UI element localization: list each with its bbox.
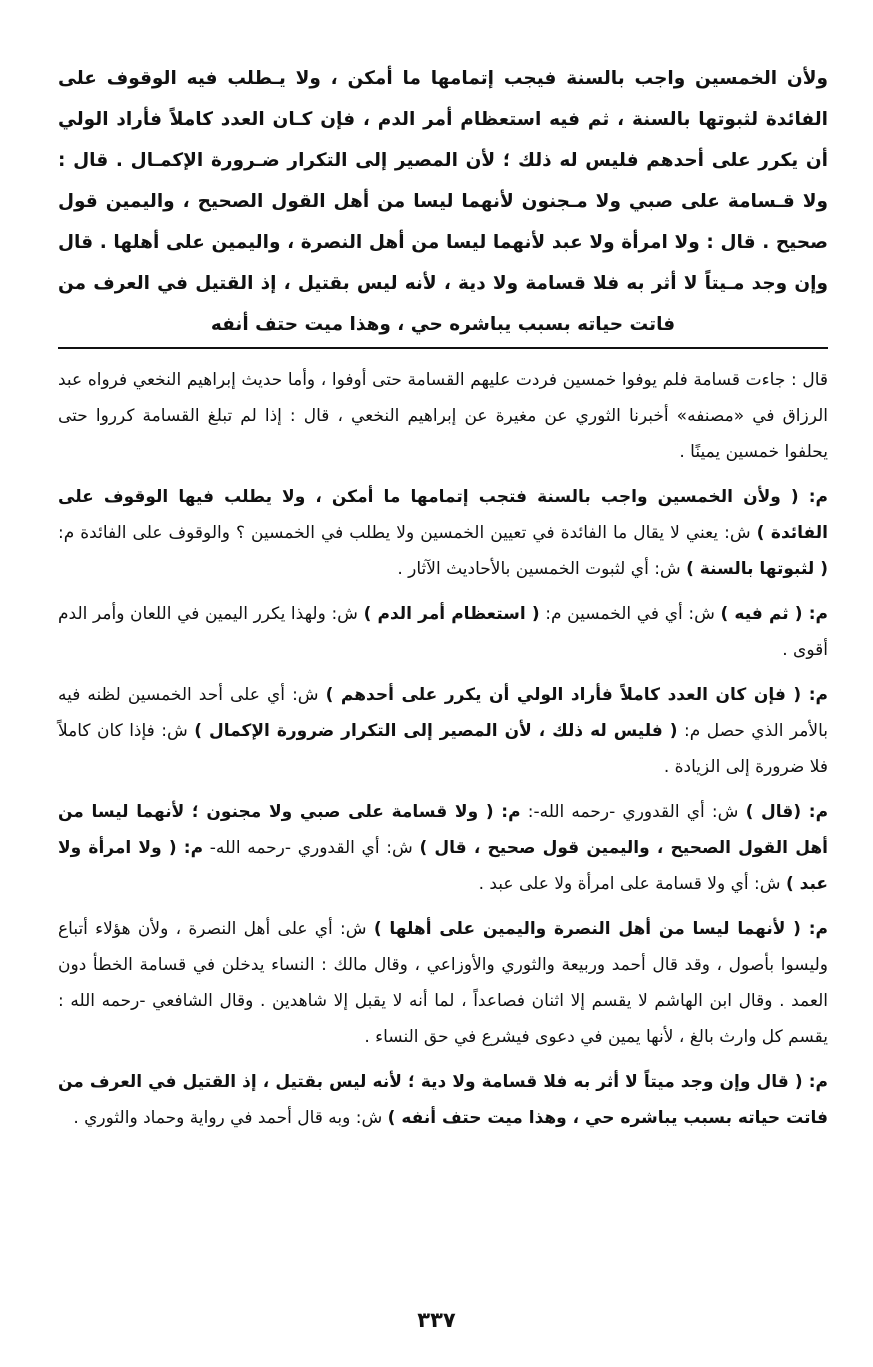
matn-quote: م: ( لأنهما ليسا من أهل النصرة واليمين على أهلها ) [373,919,828,939]
sharh-text: ش: أي على أحد الخمسين لظنه فيه بالأمر الذي حصل م: [58,685,828,741]
footnote-separator [58,347,828,349]
commentary-paragraph [58,1064,828,1136]
matn-quote: ( فليس له ذلك ، لأن المصير إلى التكرار ضرورة الإكمال ) [194,721,678,741]
matn-quote: م: ( ولا قسامة على صبي ولا مجنون ؛ لأنهما ليسا من أهل القول الصحيح ، واليمين قول صحيح ، قال ) [58,802,828,858]
sharh-text: ش: ولهذا يكرر اليمين في اللعان وأمر الدم أقوى . [58,604,828,660]
sharh-text: ش: يعني لا يقال ما الفائدة في تعيين الخمسين ولا يطلب في الخمسين ؟ والوقوف على الفائدة م: [58,523,751,543]
commentary-paragraph [58,794,828,902]
matn-quote: م: ( ولا امرأة ولا عبد ) [58,838,828,894]
sharh-text: ش: فإذا كان كاملاً فلا ضرورة إلى الزيادة . [58,721,828,777]
sharh-text: ش: أي في الخمسين م: [545,604,715,624]
sharh-text: ش: أي القدوري -رحمه الله-: [527,802,739,822]
sharh-text: ش: أي على أهل النصرة ، ولأن هؤلاء أتباع وليسوا بأصول ، وقد قال أحمد وربيعة والثوري والأوزاعي ، وقال مالك : النساء يدخلن في قسامة الخطأ دون العمد . وقال ابن الهاشم لا يقسم إلا اثنان فصاعداً ، لما أنه لا يقبل إلا شاهدين . وقال الشافعي -رحمه الله : يقسم كل وارث بالغ ، لأنها يمين في دعوى فيشرع في حق النساء . [58,919,828,1047]
matn-quote: م: ( فإن كان العدد كاملاً فأراد الولي أن يكرر على أحدهم ) [325,685,829,705]
matn-quote: ( استعظام أمر الدم ) [363,604,540,624]
commentary-section [58,362,828,1145]
commentary-text: قال : جاءت قسامة فلم يوفوا خمسين فردت عليهم القسامة حتى أوفوا ، وأما حديث إبراهيم النخعي فرواه عبد الرزاق في «مصنفه» أخبرنا الثوري عن مغيرة عن إبراهيم النخعي ، قال : إذا لم تبلغ القسامة كرروا حتى يحلفوا خمسين يمينًا . [58,370,828,462]
matn-quote: م: ( ولأن الخمسين واجب بالسنة فتجب إتمامها ما أمكن ، ولا يطلب فيها الوقوف على الفائدة ) [58,487,829,543]
commentary-paragraph [58,596,828,668]
commentary-paragraph [58,479,828,587]
sharh-text: ش: أي ولا قسامة على امرأة ولا على عبد . [478,874,781,894]
commentary-paragraph [58,911,828,1055]
main-text-block: ولأن الخمسين واجب بالسنة فيجب إتمامها ما أمكن ، ولا يـطلب فيه الوقوف على الفائدة لثبوتها بالسنة ، ثم فيه استعظام أمر الدم ، فإن كـان العدد كاملاً فأراد الولي أن يكرر على أحدهم فليس له ذلك ؛ لأن المصير إلى التكرار ضـرورة الإكمـال . قال : ولا قـسامة على صبي ولا مـجنون لأنهما ليسا من أهل القول الصحيح ، واليمين قول صحيح . قال : ولا امرأة ولا عبد لأنهما ليسا من أهل النصرة ، واليمين على أهلها . قال وإن وجد مـيتاً لا أثر به فلا قسامة ولا دية ، لأنه ليس بقتيل ، إذ القتيل في العرف من فاتت حياته بسبب يباشره حي ، وهذا ميت حتف أنفه [58,68,828,335]
matn-quote: م: ( ثم فيه ) [720,604,828,624]
matn-quote: ( لثبوتها بالسنة ) [686,559,828,579]
matn-quote: م: ( قال وإن وجد ميتاً لا أثر به فلا قسامة ولا دية ؛ لأنه ليس بقتيل ، إذ القتيل في العرف من فاتت حياته بسبب يباشره حي ، وهذا ميت حتف أنفه ) [58,1072,828,1128]
commentary-paragraph [58,677,828,785]
sharh-text: ش: أي القدوري -رحمه الله- [209,838,413,858]
matn-quote: م: (قال ) [745,802,829,822]
sharh-text: ش: وبه قال أحمد في رواية وحماد والثوري . [73,1108,383,1128]
commentary-paragraph [58,362,828,470]
page-number: ٣٣٧ [417,1308,456,1332]
sharh-text: ش: أي لثبوت الخمسين بالأحاديث الآثار . [397,559,681,579]
